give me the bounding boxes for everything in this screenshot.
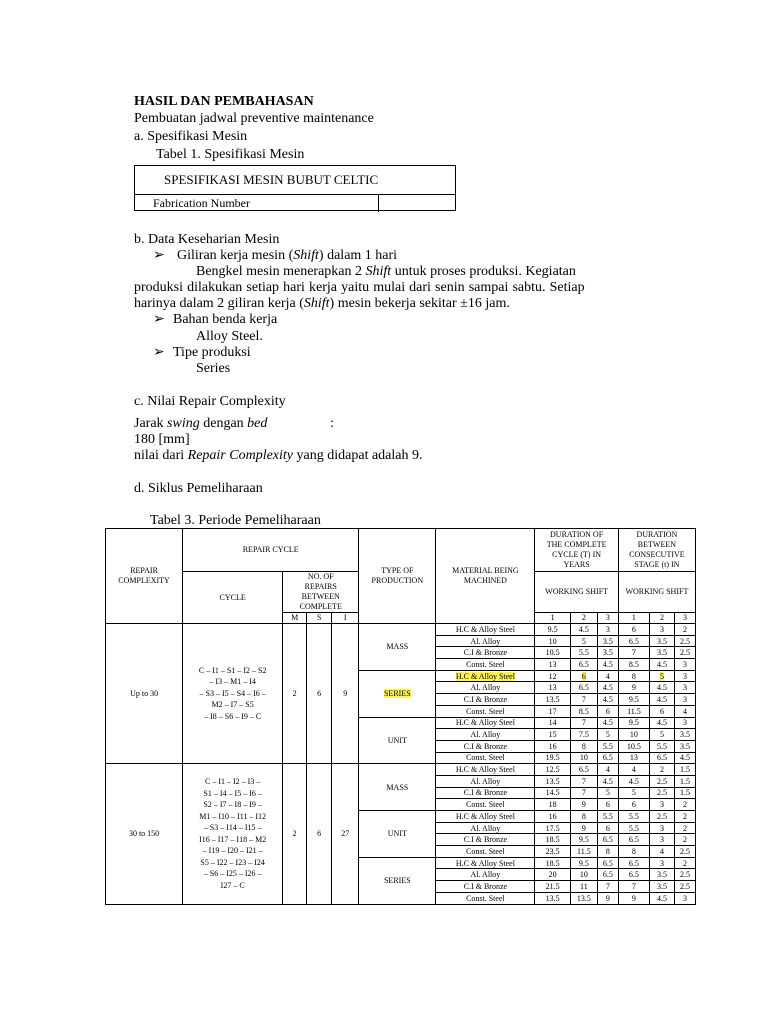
spec-table-title: SPESIFIKASI MESIN BUBUT CELTIC bbox=[164, 172, 379, 187]
header-s: S bbox=[307, 613, 332, 624]
duration-cell: 13 bbox=[535, 659, 570, 671]
duration-cell: 13 bbox=[618, 752, 649, 764]
duration-cell: 6 bbox=[618, 624, 649, 636]
duration-cell: 3 bbox=[675, 659, 696, 671]
duration-cell: 7 bbox=[618, 881, 649, 893]
duration-cell: 3.5 bbox=[650, 647, 675, 659]
header-material: MATERIAL BEING MACHINED bbox=[436, 529, 535, 624]
duration-cell: 2 bbox=[675, 624, 696, 636]
repair-complexity-value: 30 to 150 bbox=[106, 764, 183, 904]
duration-cell: 2.5 bbox=[675, 881, 696, 893]
duration-cell: 8 bbox=[597, 846, 618, 858]
duration-cell bbox=[650, 670, 675, 682]
duration-cell: 2 bbox=[650, 764, 675, 776]
duration-cell bbox=[570, 670, 597, 682]
duration-cell: 4 bbox=[597, 764, 618, 776]
duration-cell: 4.5 bbox=[650, 682, 675, 694]
duration-cell: 21.5 bbox=[535, 881, 570, 893]
material-cell: Const. Steel bbox=[436, 752, 535, 764]
duration-cell: 8 bbox=[570, 740, 597, 752]
duration-cell: 3.5 bbox=[650, 881, 675, 893]
duration-cell: 2.5 bbox=[675, 647, 696, 659]
duration-cell: 3.5 bbox=[597, 647, 618, 659]
duration-cell: 8 bbox=[618, 846, 649, 858]
duration-cell: 13.5 bbox=[535, 775, 570, 787]
duration-cell: 4 bbox=[675, 705, 696, 717]
duration-cell: 4 bbox=[618, 764, 649, 776]
para-line-2: produksi dilakukan setiap hari kerja yaitu mulai dari senin sampai sabtu. Setiap bbox=[134, 280, 585, 295]
duration-cell: 3 bbox=[650, 822, 675, 834]
production-type: MASS bbox=[359, 624, 436, 671]
repair-cycle-sequence: C – I1 – S1 – I2 – S2 – I3 – M1 – I4 – S3 – I5 – S4 – I6 – M2 – I7 – S5 – I8 – S6 – I9 – C bbox=[183, 624, 283, 764]
bullet-material: Bahan benda kerja bbox=[173, 312, 278, 327]
duration-cell: 3 bbox=[650, 624, 675, 636]
material-cell: C.I & Bronze bbox=[436, 834, 535, 846]
shift-number: 3 bbox=[597, 613, 618, 624]
duration-cell: 4.5 bbox=[597, 775, 618, 787]
duration-cell: 14 bbox=[535, 717, 570, 729]
duration-cell: 3.5 bbox=[650, 869, 675, 881]
production-type: UNIT bbox=[359, 717, 436, 764]
duration-cell: 10 bbox=[570, 869, 597, 881]
duration-cell: 6 bbox=[618, 799, 649, 811]
duration-cell: 14.5 bbox=[535, 787, 570, 799]
duration-cell: 6.5 bbox=[618, 869, 649, 881]
material-cell: Const. Steel bbox=[436, 659, 535, 671]
duration-cell: 10 bbox=[618, 729, 649, 741]
material-cell: Const. Steel bbox=[436, 705, 535, 717]
section-a-label: a. Spesifikasi Mesin bbox=[134, 129, 248, 144]
duration-cell: 3.5 bbox=[650, 635, 675, 647]
material-cell: Al. Alloy bbox=[436, 822, 535, 834]
table-row bbox=[106, 624, 696, 636]
swing-colon: : bbox=[330, 416, 334, 431]
duration-cell: 11.5 bbox=[570, 846, 597, 858]
header-i: I bbox=[332, 613, 359, 624]
duration-cell: 2 bbox=[675, 857, 696, 869]
highlighted-value: H.C & Alloy Steel bbox=[455, 671, 515, 681]
material-cell: C.I & Bronze bbox=[436, 787, 535, 799]
spec-table bbox=[134, 165, 456, 211]
duration-cell: 11 bbox=[570, 881, 597, 893]
duration-cell: 23.5 bbox=[535, 846, 570, 858]
duration-cell: 6 bbox=[597, 705, 618, 717]
duration-cell: 12.5 bbox=[535, 764, 570, 776]
duration-cell: 2 bbox=[675, 822, 696, 834]
duration-cell: 6.5 bbox=[570, 764, 597, 776]
duration-cell: 6.5 bbox=[597, 834, 618, 846]
repairs-s: 6 bbox=[307, 624, 332, 764]
duration-cell: 8.5 bbox=[570, 705, 597, 717]
repairs-s: 6 bbox=[307, 764, 332, 904]
material-cell: H.C & Alloy Steel bbox=[436, 764, 535, 776]
duration-cell: 3.5 bbox=[675, 729, 696, 741]
header-cycle: CYCLE bbox=[183, 572, 283, 624]
duration-cell: 2.5 bbox=[650, 787, 675, 799]
duration-cell: 5.5 bbox=[618, 811, 649, 823]
duration-cell: 9.5 bbox=[618, 694, 649, 706]
duration-cell: 3 bbox=[650, 799, 675, 811]
duration-cell: 8.5 bbox=[618, 659, 649, 671]
duration-cell: 19.5 bbox=[535, 752, 570, 764]
duration-cell: 4.5 bbox=[675, 752, 696, 764]
table1-caption: Tabel 1. Spesifikasi Mesin bbox=[156, 147, 305, 162]
duration-cell: 7 bbox=[597, 881, 618, 893]
shift-number: 2 bbox=[570, 613, 597, 624]
duration-cell: 1.5 bbox=[675, 787, 696, 799]
section-d-label: d. Siklus Pemeliharaan bbox=[134, 481, 263, 496]
header-no-repairs: NO. OF REPAIRS BETWEEN COMPLETE bbox=[283, 572, 359, 613]
duration-cell: 3 bbox=[675, 694, 696, 706]
duration-cell: 7 bbox=[570, 694, 597, 706]
duration-cell: 4.5 bbox=[650, 659, 675, 671]
duration-cell: 16 bbox=[535, 740, 570, 752]
section-c-label: c. Nilai Repair Complexity bbox=[134, 394, 286, 409]
bullet-arrow-icon: ➢ bbox=[153, 345, 165, 360]
swing-value: 180 [mm] bbox=[134, 432, 190, 447]
duration-cell: 5 bbox=[570, 635, 597, 647]
repair-complexity-line: nilai dari Repair Complexity yang didapat adalah 9. bbox=[134, 448, 423, 463]
highlighted-value: 6 bbox=[581, 671, 586, 681]
material-cell: Al. Alloy bbox=[436, 682, 535, 694]
duration-cell: 13.5 bbox=[535, 694, 570, 706]
duration-cell: 13.5 bbox=[535, 892, 570, 904]
repairs-m: 2 bbox=[283, 764, 307, 904]
duration-cell: 3 bbox=[675, 682, 696, 694]
repairs-m: 2 bbox=[283, 624, 307, 764]
duration-cell: 11.5 bbox=[618, 705, 649, 717]
production-type bbox=[359, 670, 436, 717]
duration-cell: 9.5 bbox=[570, 857, 597, 869]
duration-cell: 15 bbox=[535, 729, 570, 741]
duration-cell: 13.5 bbox=[570, 892, 597, 904]
material-cell: Al. Alloy bbox=[436, 775, 535, 787]
material-value: Alloy Steel. bbox=[196, 329, 263, 344]
duration-cell: 10 bbox=[570, 752, 597, 764]
duration-cell: 7 bbox=[570, 787, 597, 799]
header-working-shift: WORKING SHIFT bbox=[535, 572, 618, 613]
repair-complexity-value: Up to 30 bbox=[106, 624, 183, 764]
material-cell: H.C & Alloy Steel bbox=[436, 624, 535, 636]
material-cell: H.C & Alloy Steel bbox=[436, 811, 535, 823]
duration-cell: 3 bbox=[650, 834, 675, 846]
material-cell: Al. Alloy bbox=[436, 729, 535, 741]
duration-cell: 4.5 bbox=[597, 659, 618, 671]
production-value: Series bbox=[196, 361, 231, 376]
duration-cell: 5.5 bbox=[570, 647, 597, 659]
duration-cell: 3.5 bbox=[597, 635, 618, 647]
duration-cell: 3 bbox=[597, 624, 618, 636]
shift-number: 1 bbox=[618, 613, 649, 624]
duration-cell: 3 bbox=[675, 670, 696, 682]
duration-cell: 2 bbox=[675, 799, 696, 811]
duration-cell: 4 bbox=[597, 670, 618, 682]
duration-cell: 17.5 bbox=[535, 822, 570, 834]
duration-cell: 4.5 bbox=[597, 717, 618, 729]
duration-cell: 6 bbox=[650, 705, 675, 717]
duration-cell: 3.5 bbox=[675, 740, 696, 752]
material-cell bbox=[436, 670, 535, 682]
duration-cell: 4 bbox=[650, 846, 675, 858]
duration-cell: 6.5 bbox=[597, 857, 618, 869]
repairs-i: 27 bbox=[332, 764, 359, 904]
highlighted-value: 5 bbox=[660, 671, 665, 681]
duration-cell: 4.5 bbox=[597, 694, 618, 706]
duration-cell: 6.5 bbox=[618, 635, 649, 647]
header-working-shift: WORKING SHIFT bbox=[618, 572, 695, 613]
material-cell: Const. Steel bbox=[436, 846, 535, 858]
para-line-3: harinya dalam 2 giliran kerja (Shift) mesin bekerja sekitar ±16 jam. bbox=[134, 296, 510, 311]
duration-cell: 10.5 bbox=[618, 740, 649, 752]
duration-cell: 7 bbox=[618, 647, 649, 659]
duration-cell: 6 bbox=[597, 822, 618, 834]
material-cell: Const. Steel bbox=[436, 892, 535, 904]
repairs-i: 9 bbox=[332, 624, 359, 764]
duration-cell: 9.5 bbox=[570, 834, 597, 846]
duration-cell: 18.5 bbox=[535, 834, 570, 846]
material-cell: C.I & Bronze bbox=[436, 694, 535, 706]
duration-cell: 2.5 bbox=[675, 846, 696, 858]
table3-caption: Tabel 3. Periode Pemeliharaan bbox=[150, 513, 321, 528]
duration-cell: 13 bbox=[535, 682, 570, 694]
duration-cell: 6 bbox=[597, 799, 618, 811]
duration-cell: 9 bbox=[618, 682, 649, 694]
shift-number: 3 bbox=[675, 613, 696, 624]
maintenance-period-table bbox=[105, 528, 696, 905]
duration-cell: 4.5 bbox=[597, 682, 618, 694]
material-cell: H.C & Alloy Steel bbox=[436, 717, 535, 729]
duration-cell: 6.5 bbox=[618, 857, 649, 869]
spec-table-row bbox=[135, 194, 455, 212]
header-m: M bbox=[283, 613, 307, 624]
shift-number: 1 bbox=[535, 613, 570, 624]
duration-cell: 7.5 bbox=[570, 729, 597, 741]
duration-cell: 5 bbox=[650, 729, 675, 741]
duration-cell: 7 bbox=[570, 717, 597, 729]
header-duration-complete: DURATION OF THE COMPLETE CYCLE (T) IN YEARS bbox=[535, 529, 618, 572]
duration-cell: 5 bbox=[618, 787, 649, 799]
duration-cell: 7 bbox=[570, 775, 597, 787]
repair-cycle-sequence: C – I1 – I2 – I3 – S1 – I4 – I5 – I6 – S2 – I7 – I8 – I9 – M1 – I10 – I11 – I12 – S3 – I14 – I15 – I16 – I17 – I18 – M2 – I19 – I20 – I21 – S5 – I22 – I23 – I24 – S6 – I25 – I26 – I27 – C bbox=[183, 764, 283, 904]
duration-cell: 5.5 bbox=[650, 740, 675, 752]
material-cell: Const. Steel bbox=[436, 799, 535, 811]
duration-cell: 18 bbox=[535, 799, 570, 811]
duration-cell: 9.5 bbox=[535, 624, 570, 636]
duration-cell: 6.5 bbox=[570, 682, 597, 694]
duration-cell: 9 bbox=[618, 892, 649, 904]
duration-cell: 10 bbox=[535, 635, 570, 647]
duration-cell: 9 bbox=[570, 799, 597, 811]
duration-cell: 5 bbox=[597, 787, 618, 799]
material-cell: C.I & Bronze bbox=[436, 881, 535, 893]
duration-cell: 16 bbox=[535, 811, 570, 823]
duration-cell: 6.5 bbox=[570, 659, 597, 671]
material-cell: H.C & Alloy Steel bbox=[436, 857, 535, 869]
material-cell: C.I & Bronze bbox=[436, 740, 535, 752]
duration-cell: 17 bbox=[535, 705, 570, 717]
duration-cell: 2 bbox=[675, 811, 696, 823]
duration-cell: 4.5 bbox=[570, 624, 597, 636]
duration-cell: 6.5 bbox=[597, 752, 618, 764]
duration-cell: 8 bbox=[570, 811, 597, 823]
production-type: UNIT bbox=[359, 811, 436, 858]
material-cell: Al. Alloy bbox=[436, 869, 535, 881]
duration-cell: 9 bbox=[570, 822, 597, 834]
production-type: MASS bbox=[359, 764, 436, 811]
duration-cell: 4.5 bbox=[650, 892, 675, 904]
duration-cell: 2 bbox=[675, 834, 696, 846]
material-cell: Al. Alloy bbox=[436, 635, 535, 647]
subheading: Pembuatan jadwal preventive maintenance bbox=[134, 111, 374, 126]
duration-cell: 4.5 bbox=[618, 775, 649, 787]
duration-cell: 9 bbox=[597, 892, 618, 904]
duration-cell: 3 bbox=[675, 717, 696, 729]
duration-cell: 2.5 bbox=[675, 869, 696, 881]
bullet-shift: Giliran kerja mesin (Shift) dalam 1 hari bbox=[177, 248, 398, 263]
page-heading: HASIL DAN PEMBAHASAN bbox=[134, 94, 314, 109]
header-repair-complexity: REPAIR COMPLEXITY bbox=[106, 529, 183, 624]
duration-cell: 6.5 bbox=[597, 869, 618, 881]
duration-cell: 2.5 bbox=[650, 775, 675, 787]
duration-cell: 9.5 bbox=[618, 717, 649, 729]
shift-number: 2 bbox=[650, 613, 675, 624]
duration-cell: 6.5 bbox=[650, 752, 675, 764]
para-line-1: Bengkel mesin menerapkan 2 Shift untuk proses produksi. Kegiatan bbox=[196, 264, 576, 279]
header-type-of-production: TYPE OF PRODUCTION bbox=[359, 529, 436, 624]
duration-cell: 2.5 bbox=[675, 635, 696, 647]
duration-cell: 12 bbox=[535, 670, 570, 682]
duration-cell: 3 bbox=[675, 892, 696, 904]
duration-cell: 3 bbox=[650, 857, 675, 869]
duration-cell: 5.5 bbox=[618, 822, 649, 834]
fabrication-number-label: Fabrication Number bbox=[153, 196, 250, 210]
swing-line: Jarak swing dengan bed bbox=[134, 416, 268, 431]
duration-cell: 4.5 bbox=[650, 717, 675, 729]
production-type-highlight: SERIES bbox=[383, 689, 411, 699]
header-duration-stage: DURATION BETWEEN CONSECUTIVE STAGE (t) IN bbox=[618, 529, 695, 572]
duration-cell: 5.5 bbox=[597, 811, 618, 823]
duration-cell: 6.5 bbox=[618, 834, 649, 846]
duration-cell: 8 bbox=[618, 670, 649, 682]
duration-cell: 2.5 bbox=[650, 811, 675, 823]
duration-cell: 10.5 bbox=[535, 647, 570, 659]
duration-cell: 5.5 bbox=[597, 740, 618, 752]
duration-cell: 4.5 bbox=[650, 694, 675, 706]
header-repair-cycle: REPAIR CYCLE bbox=[183, 529, 359, 572]
table-row bbox=[106, 764, 696, 776]
duration-cell: 1.5 bbox=[675, 775, 696, 787]
bullet-production: Tipe produksi bbox=[173, 345, 251, 360]
duration-cell: 18.5 bbox=[535, 857, 570, 869]
duration-cell: 5 bbox=[597, 729, 618, 741]
bullet-arrow-icon: ➢ bbox=[153, 312, 165, 327]
duration-cell: 1.5 bbox=[675, 764, 696, 776]
bullet-arrow-icon: ➢ bbox=[153, 248, 165, 263]
duration-cell: 20 bbox=[535, 869, 570, 881]
section-b-label: b. Data Keseharian Mesin bbox=[134, 232, 280, 247]
production-type: SERIES bbox=[359, 857, 436, 904]
material-cell: C.I & Bronze bbox=[436, 647, 535, 659]
